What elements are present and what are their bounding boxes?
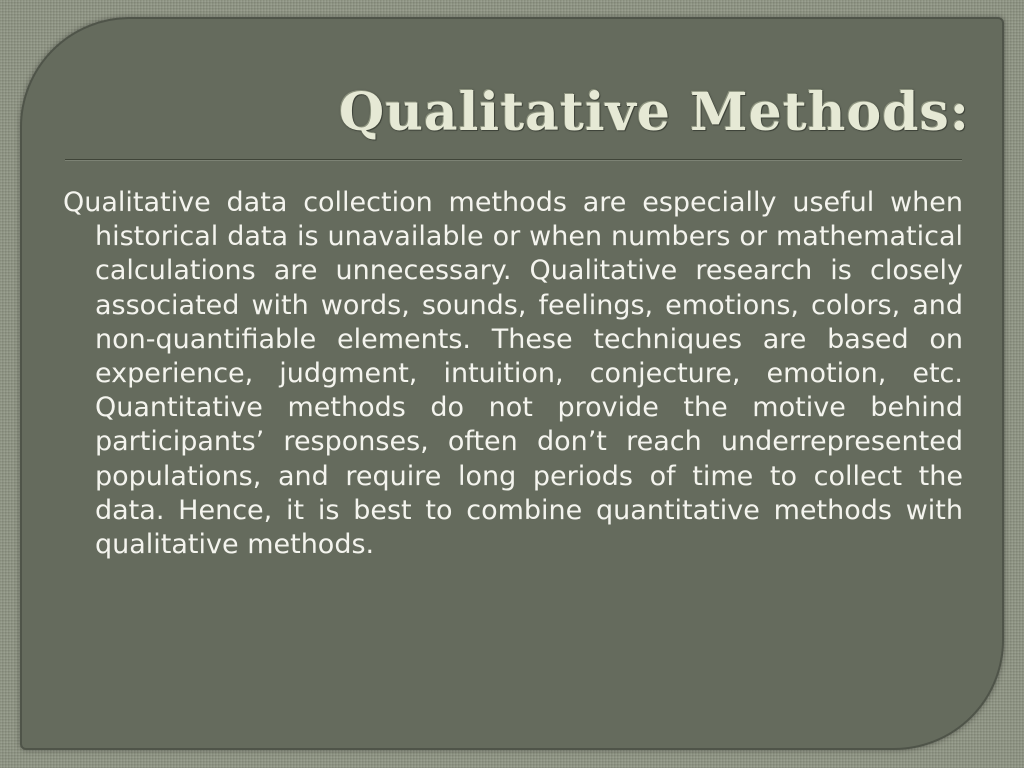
slide-title: Qualitative Methods:: [338, 82, 970, 143]
slide-body-text: Qualitative data collection methods are especially useful when historical data is unavailable or when numbers or mathematical calculations are unnecessary. Qualitative research is closely associated with words, sounds, feelings, emotions, colors, and non-quantifiable elements. These techniques are based on experience, judgment, intuition, conjecture, emotion, etc. Quantitative methods do not provide the motive behind participants’ responses, often don’t reach underrepresented populations, and require long periods of time to collect the data. Hence, it is best to combine quantitative methods with qualitative methods.: [63, 187, 963, 561]
title-divider: [65, 159, 962, 161]
